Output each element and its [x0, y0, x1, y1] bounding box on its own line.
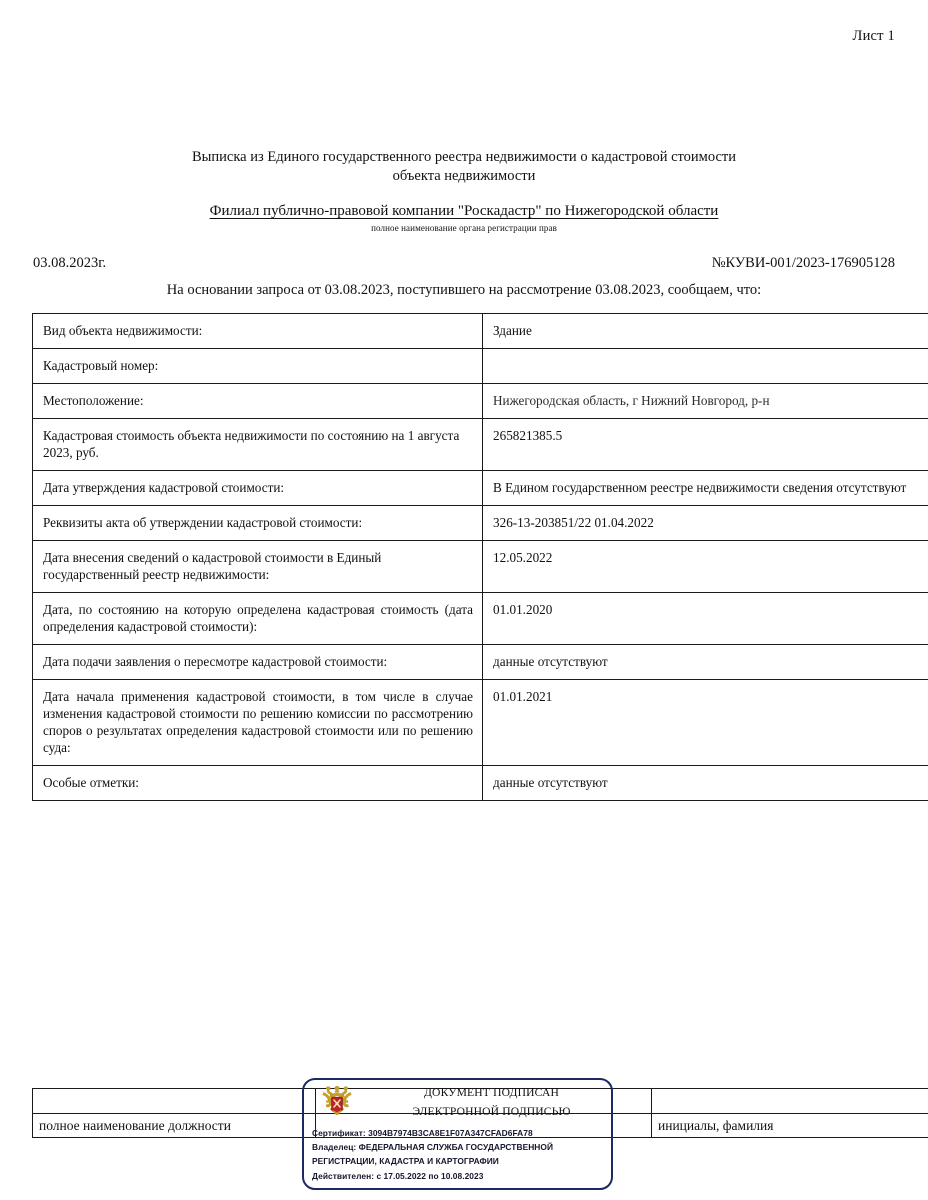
- row-value: данные отсутствуют: [483, 645, 928, 680]
- table-row: [33, 766, 928, 801]
- signature-position-slot: [33, 1089, 316, 1114]
- row-value: Здание: [483, 314, 928, 349]
- row-label: Дата начала применения кадастровой стоимости, в том числе в случае изменения кадастровой стоимости по решению комиссии по рассмотрению споров о результатах определения кадастровой стоимости или по решению суда:: [33, 680, 483, 766]
- certificate-label: Сертификат:: [312, 1128, 366, 1138]
- document-date: 03.08.2023г.: [33, 255, 107, 271]
- owner-line-1: [312, 1140, 611, 1154]
- row-label: Кадастровый номер:: [33, 349, 483, 384]
- organization-caption: полное наименование органа регистрации прав: [371, 223, 557, 233]
- owner-value-line-1: ФЕДЕРАЛЬНАЯ СЛУЖБА ГОСУДАРСТВЕННОЙ: [358, 1142, 554, 1153]
- table-row: [33, 349, 928, 384]
- validity-value: с 17.05.2022 по 10.08.2023: [376, 1170, 484, 1181]
- document-number: №КУВИ-001/2023-176905128: [711, 255, 895, 271]
- table-row: [33, 506, 928, 541]
- position-caption: полное наименование должности: [33, 1114, 316, 1138]
- validity-label: Действителен:: [312, 1170, 375, 1181]
- request-basis-line: На основании запроса от 03.08.2023, поступившего на рассмотрение 03.08.2023, сообщаем, что:: [166, 282, 762, 298]
- row-label: Дата, по состоянию на которую определена кадастровая стоимость (дата определения кадастровой стоимости):: [33, 593, 483, 645]
- row-label: Местоположение:: [33, 384, 483, 419]
- stamp-title-line-1: ДОКУМЕНТ ПОДПИСАН: [423, 1086, 559, 1099]
- row-value: Нижегородская область, г Нижний Новгород, р-н: [483, 384, 928, 419]
- row-label: Вид объекта недвижимости:: [33, 314, 483, 349]
- table-row: [33, 314, 928, 349]
- validity-line: [312, 1169, 611, 1183]
- owner-label: Владелец:: [312, 1142, 357, 1153]
- stamp-header: [304, 1080, 611, 1124]
- cadastral-value-table: [32, 313, 928, 801]
- row-label: Реквизиты акта об утверждении кадастровой стоимости:: [33, 506, 483, 541]
- table-body: [33, 314, 928, 801]
- sheet-number: Лист 1: [852, 28, 895, 44]
- owner-value-line-2: РЕГИСТРАЦИИ, КАДАСТРА И КАРТОГРАФИИ: [312, 1156, 499, 1167]
- row-value: данные отсутствуют: [483, 766, 928, 801]
- russian-coat-of-arms-icon: [304, 1080, 370, 1124]
- organization-block: [0, 202, 928, 233]
- table-row: [33, 471, 928, 506]
- row-label: Дата подачи заявления о пересмотре кадастровой стоимости:: [33, 645, 483, 680]
- owner-line-2: [312, 1154, 611, 1168]
- row-label: Дата утверждения кадастровой стоимости:: [33, 471, 483, 506]
- name-caption: инициалы, фамилия: [652, 1114, 928, 1138]
- row-value: 265821385.5: [483, 419, 928, 471]
- row-value: 01.01.2021: [483, 680, 928, 766]
- certificate-value: 3094B7974B3CA8E1F07A347CFAD6FA78: [368, 1128, 533, 1138]
- row-value: [483, 349, 928, 384]
- certificate-line: [312, 1126, 611, 1140]
- document-title-line-2: объекта недвижимости: [392, 168, 536, 184]
- row-label: Дата внесения сведений о кадастровой стоимости в Единый государственный реестр недвижимости:: [33, 541, 483, 593]
- table-row: [33, 384, 928, 419]
- digital-signature-stamp: [302, 1078, 613, 1190]
- stamp-titles: [370, 1080, 611, 1124]
- signature-name-slot: [652, 1089, 928, 1114]
- document-meta-row: [33, 255, 895, 272]
- row-value: 12.05.2022: [483, 541, 928, 593]
- row-label: Кадастровая стоимость объекта недвижимости по состоянию на 1 августа 2023, руб.: [33, 419, 483, 471]
- organization-name: Филиал публично-правовой компании "Роскадастр" по Нижегородской области: [209, 203, 719, 219]
- table-row: [33, 541, 928, 593]
- document-title: [0, 148, 928, 186]
- row-value: 326-13-203851/22 01.04.2022: [483, 506, 928, 541]
- table-row: [33, 593, 928, 645]
- stamp-details: [304, 1124, 611, 1183]
- stamp-title-line-2: ЭЛЕКТРОННОЙ ПОДПИСЬЮ: [412, 1105, 571, 1118]
- table-row: [33, 645, 928, 680]
- table-row: [33, 419, 928, 471]
- document-title-line-1: Выписка из Единого государственного реестра недвижимости о кадастровой стоимости: [191, 149, 737, 165]
- row-value: 01.01.2020: [483, 593, 928, 645]
- row-label: Особые отметки:: [33, 766, 483, 801]
- table-row: [33, 680, 928, 766]
- row-value: В Едином государственном реестре недвижимости сведения отсутствуют: [483, 471, 928, 506]
